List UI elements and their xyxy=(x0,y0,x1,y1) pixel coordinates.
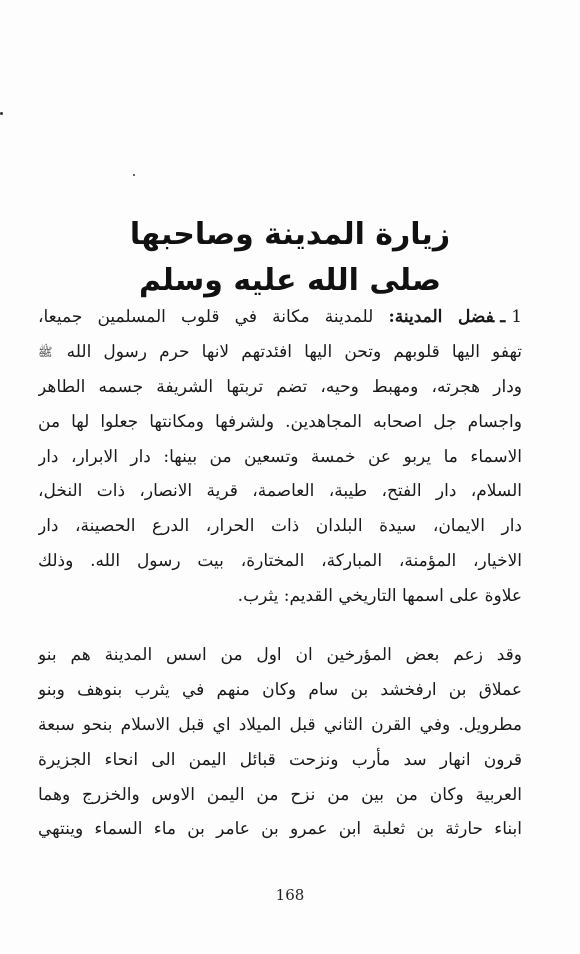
paragraph-2 xyxy=(38,638,522,847)
chapter-title-line-1: زيارة المدينة وصاحبها xyxy=(129,217,451,252)
chapter-title-line-2: صلى الله عليه وسلم xyxy=(138,263,441,298)
page-number: 168 xyxy=(275,886,305,904)
paragraph-1-line-9: علاوة على اسمها التاريخي القديم: يثرب. xyxy=(237,586,522,607)
paragraph-2-line-6: ابناء حارثة بن ثعلبة ابن عمرو بن عامر بن ماء السماء وينتهي xyxy=(38,819,522,840)
honorific-glyph: ﷺ xyxy=(38,344,53,359)
chapter-title xyxy=(60,212,520,304)
paragraph-1-line-7: دار الايمان، سيدة البلدان ذات الحرار، الدرع الحصينة، دار xyxy=(38,516,522,537)
paragraph-1-line-2 xyxy=(38,335,522,370)
paragraph-1-line-5: الاسماء ما يربو عن خمسة وتسعين من بينها: دار الابرار، دار xyxy=(38,446,522,467)
paragraph-1-line-2-text: تهفو اليها قلوبهم وتحن اليها افئدتهم لانها حرم رسول الله xyxy=(66,341,522,362)
paragraph-number: 1 xyxy=(511,307,522,327)
page-speck xyxy=(0,112,3,115)
paragraph-1-line-6: السلام، دار الفتح، طيبة، العاصمة، قرية الانصار، ذات النخل، xyxy=(38,481,522,502)
paragraph-1 xyxy=(38,300,522,614)
paragraph-1-line-8: الاخيار، المؤمنة، المباركة، المختارة، بيت رسول الله. وذلك xyxy=(38,551,522,572)
paragraph-2-line-3: مطرويل. وفي القرن الثاني قبل الميلاد اي قبل الاسلام بنحو سبعة xyxy=(38,714,522,735)
paragraph-2-line-4: قرون انهار سد مأرب ونزحت قبائل اليمن الى انحاء الجزيرة xyxy=(38,749,522,770)
paragraph-2-line-5: العربية وكان من بين من نزح من اليمن الاوس والخزرج وهما xyxy=(38,784,522,805)
paragraph-1-line-3: ودار هجرته، ومهبط وحيه، تضم تربتها الشريفة جسمه الطاهر xyxy=(38,376,522,397)
paragraph-2-line-2: عملاق بن ارفخشد بن سام وكان منهم في يثرب بنوهف وبنو xyxy=(38,679,522,700)
paragraph-1-line-4: واجسام جل اصحابه المجاهدين. ولشرفها ومكانتها جعلوا لها من xyxy=(38,411,522,432)
paragraph-dash: ـ xyxy=(500,307,506,327)
paragraph-heading: فضل المدينة: xyxy=(388,307,495,327)
paragraph-2-line-1: وقد زعم بعض المؤرخين ان اول من اسس المدينة هم بنو xyxy=(38,645,522,665)
page-speck xyxy=(133,174,135,176)
paragraph-1-line-1-text: للمدينة مكانة في قلوب المسلمين جميعا، xyxy=(38,307,374,327)
paragraph-1-line-1 xyxy=(38,300,522,335)
